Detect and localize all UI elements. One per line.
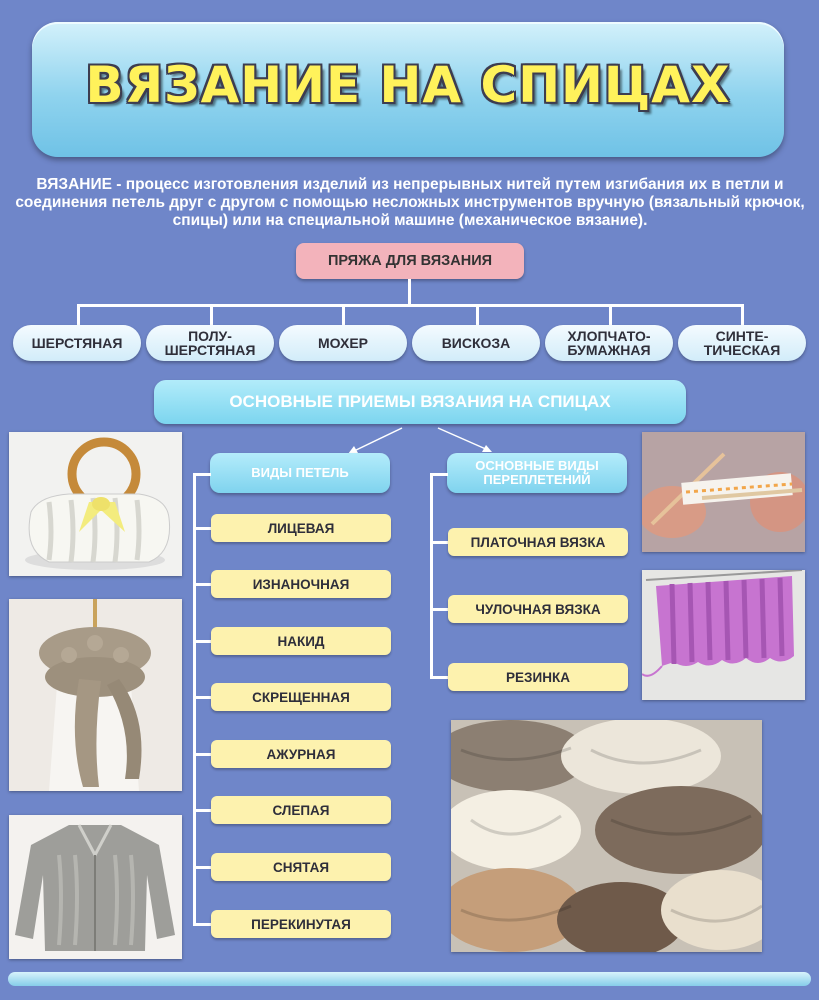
- connector-line: [408, 279, 411, 305]
- yarn-type-semiwool: ПОЛУ- ШЕРСТЯНАЯ: [146, 325, 274, 361]
- connector-line: [77, 304, 741, 307]
- page-title: ВЯЗАНИЕ НА СПИЦАХ: [85, 56, 731, 114]
- loop-item: СЛЕПАЯ: [211, 796, 391, 824]
- connector-line: [193, 866, 211, 869]
- connector-line: [193, 753, 211, 756]
- knitted-scarf-photo: [9, 599, 182, 791]
- connector-line: [741, 304, 744, 326]
- yarn-type-viscose: ВИСКОЗА: [412, 325, 540, 361]
- loop-item: СНЯТАЯ: [211, 853, 391, 881]
- yarn-type-synthetic: СИНТЕ- ТИЧЕСКАЯ: [678, 325, 806, 361]
- connector-line: [193, 527, 211, 530]
- definition-text: ВЯЗАНИЕ - процесс изготовления изделий из непрерывных нитей путем изгибания их в петли и соединения петель друг с другом с помощью несложных инструментов вручную (вязальный крючок, спицы) или на специальной машине (механическое вязание).: [15, 176, 805, 229]
- connector-line: [430, 473, 448, 476]
- loop-item: НАКИД: [211, 627, 391, 655]
- yarn-type-mohair: МОХЕР: [279, 325, 407, 361]
- loops-trunk-line: [193, 473, 196, 925]
- weaves-title: ОСНОВНЫЕ ВИДЫ ПЕРЕПЛЕТЕНИЙ: [447, 453, 627, 493]
- rib-knit-photo: [642, 570, 805, 700]
- weave-item: ЧУЛОЧНАЯ ВЯЗКА: [448, 595, 628, 623]
- connector-line: [430, 676, 448, 679]
- connector-line: [476, 304, 479, 326]
- weave-item: ПЛАТОЧНАЯ ВЯЗКА: [448, 528, 628, 556]
- connector-line: [430, 608, 448, 611]
- connector-line: [342, 304, 345, 326]
- connector-line: [193, 583, 211, 586]
- connector-line: [193, 473, 211, 476]
- yarn-skeins-photo: [451, 720, 762, 952]
- weaves-trunk-line: [430, 473, 433, 678]
- knitting-needles-photo: [642, 432, 805, 552]
- loop-item: АЖУРНАЯ: [211, 740, 391, 768]
- techniques-title: ОСНОВНЫЕ ПРИЕМЫ ВЯЗАНИЯ НА СПИЦАХ: [154, 380, 686, 424]
- connector-line: [193, 696, 211, 699]
- yarn-type-cotton: ХЛОПЧАТО- БУМАЖНАЯ: [545, 325, 673, 361]
- connector-line: [193, 809, 211, 812]
- knitted-cardigan-photo: [9, 815, 182, 959]
- loop-item: ПЕРЕКИНУТАЯ: [211, 910, 391, 938]
- loop-item: ИЗНАНОЧНАЯ: [211, 570, 391, 598]
- bottom-bar: [8, 972, 811, 986]
- connector-line: [430, 541, 448, 544]
- knitted-bag-photo: [9, 432, 182, 576]
- weave-item: РЕЗИНКА: [448, 663, 628, 691]
- connector-line: [210, 304, 213, 326]
- connector-line: [193, 923, 211, 926]
- connector-line: [609, 304, 612, 326]
- connector-line: [193, 640, 211, 643]
- loops-title: ВИДЫ ПЕТЕЛЬ: [210, 453, 390, 493]
- loop-item: СКРЕЩЕННАЯ: [211, 683, 391, 711]
- connector-line: [77, 304, 80, 326]
- loop-item: ЛИЦЕВАЯ: [211, 514, 391, 542]
- yarn-type-wool: ШЕРСТЯНАЯ: [13, 325, 141, 361]
- yarn-title: ПРЯЖА ДЛЯ ВЯЗАНИЯ: [296, 243, 524, 279]
